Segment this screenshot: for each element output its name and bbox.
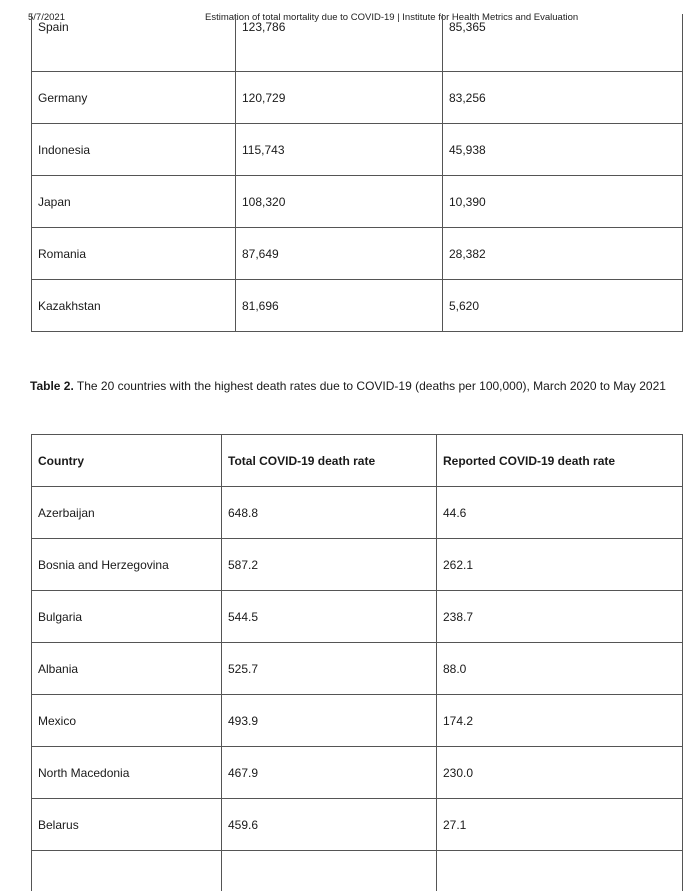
table-2 [31,434,683,891]
table-row [32,695,683,747]
total-deaths-cell: 115,743 [236,124,443,176]
total-rate-cell: 648.8 [222,487,437,539]
reported-deaths-cell: 45,938 [443,124,683,176]
total-deaths-cell: 123,786 [236,14,443,72]
table-header-row [32,435,683,487]
empty-cell [222,851,437,891]
total-deaths-cell: 81,696 [236,280,443,332]
reported-deaths-cell: 10,390 [443,176,683,228]
table-row [32,72,683,124]
total-rate-cell: 459.6 [222,799,437,851]
total-rate-cell: 525.7 [222,643,437,695]
country-cell: Spain [32,14,236,72]
reported-rate-cell: 238.7 [437,591,683,643]
column-header-country: Country [32,435,222,487]
country-cell: Germany [32,72,236,124]
print-page-title: Estimation of total mortality due to COVID-19 | Institute for Health Metrics and Evaluation [205,12,578,23]
table-row [32,643,683,695]
reported-deaths-cell: 5,620 [443,280,683,332]
country-cell: Kazakhstan [32,280,236,332]
total-rate-cell: 544.5 [222,591,437,643]
country-cell: Belarus [32,799,222,851]
total-deaths-cell: 108,320 [236,176,443,228]
reported-rate-cell: 262.1 [437,539,683,591]
table-2-caption [30,376,670,397]
country-cell: Azerbaijan [32,487,222,539]
country-cell: North Macedonia [32,747,222,799]
table-row [32,228,683,280]
table-1-continued [31,14,683,332]
total-deaths-cell: 87,649 [236,228,443,280]
table-row [32,280,683,332]
country-cell: Bulgaria [32,591,222,643]
print-date: 5/7/2021 [28,12,65,23]
reported-rate-cell: 230.0 [437,747,683,799]
total-rate-cell: 493.9 [222,695,437,747]
empty-cell [32,851,222,891]
table-row [32,487,683,539]
reported-deaths-cell: 28,382 [443,228,683,280]
reported-rate-cell: 88.0 [437,643,683,695]
table-row [32,591,683,643]
table-row-cut-off [32,851,683,891]
table-row [32,747,683,799]
country-cell: Bosnia and Herzegovina [32,539,222,591]
total-rate-cell: 587.2 [222,539,437,591]
total-deaths-cell: 120,729 [236,72,443,124]
caption-text: The 20 countries with the highest death rates due to COVID-19 (deaths per 100,000), March 2020 to May 2021 [74,379,666,393]
reported-deaths-cell: 83,256 [443,72,683,124]
column-header-reported-rate: Reported COVID-19 death rate [437,435,683,487]
table-row [32,124,683,176]
table-row [32,14,683,72]
reported-rate-cell: 27.1 [437,799,683,851]
country-cell: Romania [32,228,236,280]
caption-label: Table 2. [30,379,74,393]
country-cell: Albania [32,643,222,695]
country-cell: Indonesia [32,124,236,176]
table-row [32,539,683,591]
reported-rate-cell: 174.2 [437,695,683,747]
reported-rate-cell: 44.6 [437,487,683,539]
empty-cell [437,851,683,891]
reported-deaths-cell: 85,365 [443,14,683,72]
country-cell: Japan [32,176,236,228]
column-header-total-rate: Total COVID-19 death rate [222,435,437,487]
total-rate-cell: 467.9 [222,747,437,799]
table-row [32,799,683,851]
country-cell: Mexico [32,695,222,747]
table-row [32,176,683,228]
